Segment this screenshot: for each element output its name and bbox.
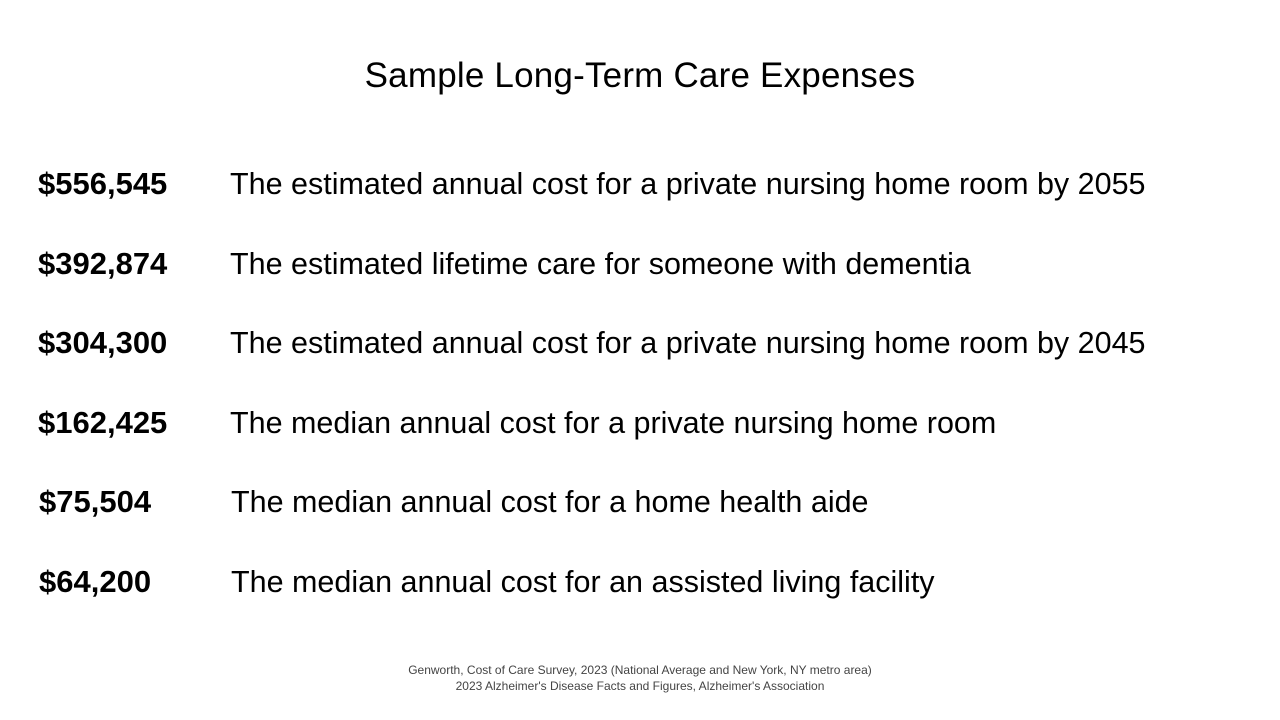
expense-description: The estimated annual cost for a private nursing home room by 2055	[230, 167, 1146, 201]
source-citation: Genworth, Cost of Care Survey, 2023 (National Average and New York, NY metro area)	[408, 663, 872, 677]
slide-title: Sample Long-Term Care Expenses	[364, 56, 916, 95]
expense-description: The median annual cost for an assisted living facility	[231, 565, 935, 599]
expense-amount: $556,545	[38, 166, 168, 201]
expense-description: The median annual cost for a home health aide	[231, 485, 869, 519]
expense-row	[0, 480, 1280, 524]
expense-amount: $162,425	[38, 405, 168, 440]
expense-amount: $304,300	[38, 325, 168, 360]
expense-description: The estimated lifetime care for someone with dementia	[230, 247, 971, 281]
expense-row	[0, 162, 1280, 206]
expense-row	[0, 242, 1280, 286]
expense-row	[0, 321, 1280, 365]
expense-amount: $392,874	[38, 246, 168, 281]
expense-row	[0, 560, 1280, 604]
expense-description: The estimated annual cost for a private nursing home room by 2045	[230, 326, 1146, 360]
expense-row	[0, 401, 1280, 445]
expense-amount: $64,200	[39, 564, 152, 599]
expense-description: The median annual cost for a private nursing home room	[230, 406, 997, 440]
source-citation: 2023 Alzheimer's Disease Facts and Figures, Alzheimer's Association	[455, 679, 825, 693]
expense-amount: $75,504	[39, 484, 152, 519]
